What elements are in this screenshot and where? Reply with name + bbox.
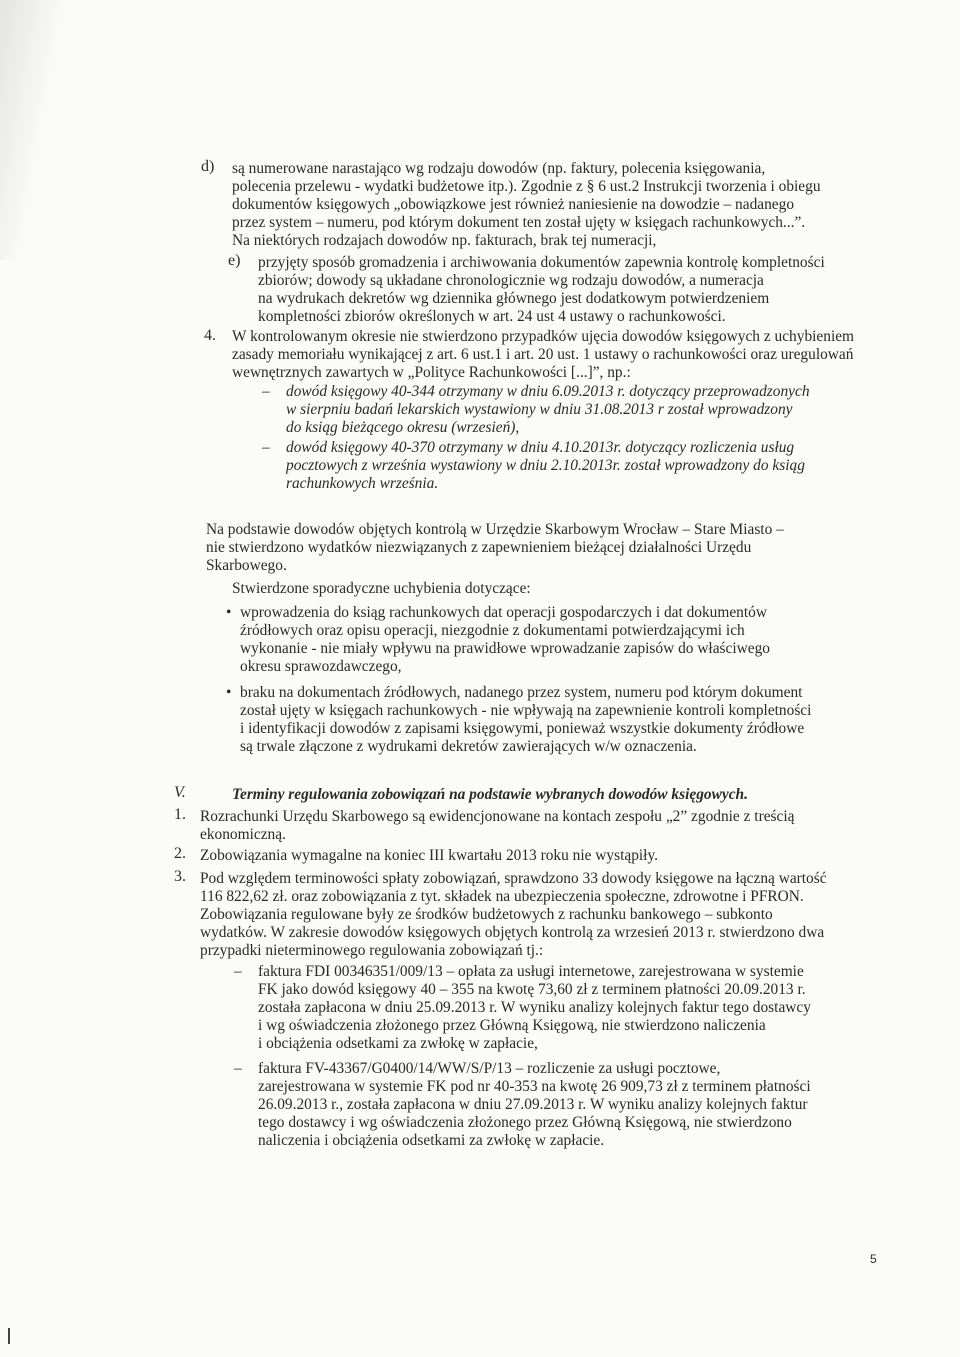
bullet-line: braku na dokumentach źródłowych, nadanego przez system, numeru pod którym dokument bbox=[240, 684, 803, 701]
item-d-marker: d) bbox=[201, 158, 215, 175]
paragraph-line: Skarbowego. bbox=[206, 557, 287, 574]
bullet-line: został ujęty w księgach rachunkowych - nie wpływają na zapewnienie kontroli kompletności bbox=[240, 702, 812, 719]
example-line: dowód księgowy 40-344 otrzymany w dniu 6.09.2013 r. dotyczący przeprowadzonych bbox=[286, 383, 810, 400]
item-v1-line: Rozrachunki Urzędu Skarbowego są ewidencjonowane na kontach zespołu „2” zgodnie z treścią bbox=[200, 808, 795, 825]
case-line: faktura FDI 00346351/009/13 – opłata za usługi internetowe, zarejestrowana w systemie bbox=[258, 963, 804, 980]
case-dash: – bbox=[234, 1060, 242, 1077]
case-line: naliczenia i obciążenia odsetkami za zwłokę w zapłacie. bbox=[258, 1132, 605, 1149]
item-v3-line: wydatków. W zakresie dowodów księgowych objętych kontrolą za wrzesień 2013 r. stwierdzono dwa bbox=[200, 924, 825, 941]
item-v1-marker: 1. bbox=[174, 806, 186, 823]
item-v1-line: ekonomiczną. bbox=[200, 826, 286, 843]
item-e-marker: e) bbox=[228, 252, 241, 269]
bullet-line: wykonanie - nie miały wpływu na prawidłowe wprowadzanie zapisów do właściwego bbox=[240, 640, 770, 657]
example-line: pocztowych z września wystawiony w dniu 2.10.2013r. został wprowadzony do ksiąg bbox=[286, 457, 805, 474]
case-line: i wg oświadczenia złożonego przez Główną Księgową, nie stwierdzono naliczenia bbox=[258, 1017, 766, 1034]
item-v3-line: przypadki nieterminowego regulowania zobowiązań tj.: bbox=[200, 942, 544, 959]
item-4-line: wewnętrznych zawartych w „Polityce Rachunkowości [...]”, np.: bbox=[232, 364, 631, 381]
page-number: 5 bbox=[870, 1252, 877, 1266]
example-line: w sierpniu badań lekarskich wystawiony w dniu 31.08.2013 r został wprowadzony bbox=[286, 401, 793, 418]
case-line: zarejestrowana w systemie FK pod nr 40-353 na kwotę 26 909,73 zł z terminem płatności bbox=[258, 1078, 811, 1095]
paragraph-line: Stwierdzone sporadyczne uchybienia dotyczące: bbox=[232, 580, 531, 597]
item-e-line: zbiorów; dowody są układane chronologicznie wg rodzaju dowodów, a numeracja bbox=[258, 272, 764, 289]
paragraph-line: nie stwierdzono wydatków niezwiązanych z zapewnieniem bieżącej działalności Urzędu bbox=[206, 539, 752, 556]
example-line: dowód księgowy 40-370 otrzymany w dniu 4.10.2013r. dotyczący rozliczenia usług bbox=[286, 439, 795, 456]
item-d-line: są numerowane narastająco wg rodzaju dowodów (np. faktury, polecenia księgowania, bbox=[232, 160, 766, 177]
item-v3-line: Pod względem terminowości spłaty zobowiązań, sprawdzono 33 dowody księgowe na łączną wartość bbox=[200, 870, 827, 887]
item-v3-marker: 3. bbox=[174, 868, 186, 885]
bullet-line: źródłowych oraz opisu operacji, niezgodnie z dokumentami potwierdzającymi ich bbox=[240, 622, 745, 639]
bullet-line: okresu sprawozdawczego, bbox=[240, 658, 402, 675]
bullet-symbol: • bbox=[226, 684, 232, 701]
bullet-line: i identyfikacji dowodów z zapisami księgowymi, ponieważ wszystkie dokumenty źródłowe bbox=[240, 720, 805, 737]
bullet-line: są trwale złączone z wydrukami dekretów zawierających w/w oznaczenia. bbox=[240, 738, 697, 755]
item-4-marker: 4. bbox=[204, 327, 216, 344]
bullet-symbol: • bbox=[226, 604, 232, 621]
item-4-line: zasady memoriału wynikającej z art. 6 ust.1 i art. 20 ust. 1 ustawy o rachunkowości oraz uregulowań bbox=[232, 346, 854, 363]
section-v-title: Terminy regulowania zobowiązań na podstawie wybranych dowodów księgowych. bbox=[232, 786, 748, 803]
item-e-line: przyjęty sposób gromadzenia i archiwowania dokumentów zapewnia kontrolę kompletności bbox=[258, 254, 825, 271]
item-v3-line: 116 822,62 zł. oraz zobowiązania z tyt. składek na ubezpieczenia społeczne, zdrowotne i PFRON. bbox=[200, 888, 804, 905]
case-line: FK jako dowód księgowy 40 – 355 na kwotę 73,60 zł z terminem płatności 20.09.2013 r. bbox=[258, 981, 806, 998]
bullet-line: wprowadzenia do ksiąg rachunkowych dat operacji gospodarczych i dat dokumentów bbox=[240, 604, 767, 621]
case-line: i obciążenia odsetkami za zwłokę w zapłacie, bbox=[258, 1035, 538, 1052]
case-dash: – bbox=[234, 963, 242, 980]
example-line: rachunkowych września. bbox=[286, 475, 439, 492]
item-v2-marker: 2. bbox=[174, 845, 186, 862]
item-e-line: na wydrukach dekretów wg dziennika głównego jest dodatkowym potwierdzeniem bbox=[258, 290, 770, 307]
example-dash: – bbox=[262, 439, 270, 456]
item-v2-line: Zobowiązania wymagalne na koniec III kwartału 2013 roku nie wystąpiły. bbox=[200, 847, 659, 864]
case-line: 26.09.2013 r., została zapłacona w dniu 27.09.2013 r. W wyniku analizy kolejnych faktur bbox=[258, 1096, 808, 1113]
case-line: została zapłacona w dniu 25.09.2013 r. W wyniku analizy kolejnych faktur tego dostawcy bbox=[258, 999, 811, 1016]
item-d-line: polecenia przelewu - wydatki budżetowe itp.). Zgodnie z § 6 ust.2 Instrukcji tworzenia i obiegu bbox=[232, 178, 821, 195]
section-v-marker: V. bbox=[174, 784, 186, 801]
item-d-line: Na niektórych rodzajach dowodów np. fakturach, brak tej numeracji, bbox=[232, 232, 657, 249]
paragraph-line: Na podstawie dowodów objętych kontrolą w Urzędzie Skarbowym Wrocław – Stare Miasto – bbox=[206, 521, 784, 538]
item-e-line: kompletności zbiorów określonych w art. 24 ust 4 ustawy o rachunkowości. bbox=[258, 308, 726, 325]
item-d-line: przez system – numeru, pod którym dokument ten został ujęty w księgach rachunkowych...”. bbox=[232, 214, 806, 231]
example-dash: – bbox=[262, 383, 270, 400]
item-d-line: dokumentów księgowych „obowiązkowe jest również naniesienie na dowodzie – nadanego bbox=[232, 196, 795, 213]
case-line: tego dostawcy i wg oświadczenia złożonego przez Główną Księgową, nie stwierdzono bbox=[258, 1114, 792, 1131]
item-v3-line: Zobowiązania regulowane były ze środków budżetowych z rachunku bankowego – subkonto bbox=[200, 906, 773, 923]
item-4-line: W kontrolowanym okresie nie stwierdzono przypadków ujęcia dowodów księgowych z uchybieniem bbox=[232, 328, 855, 345]
example-line: do ksiąg bieżącego okresu (wrzesień), bbox=[286, 419, 520, 436]
case-line: faktura FV-43367/G0400/14/WW/S/P/13 – rozliczenie za usługi pocztowe, bbox=[258, 1060, 721, 1077]
